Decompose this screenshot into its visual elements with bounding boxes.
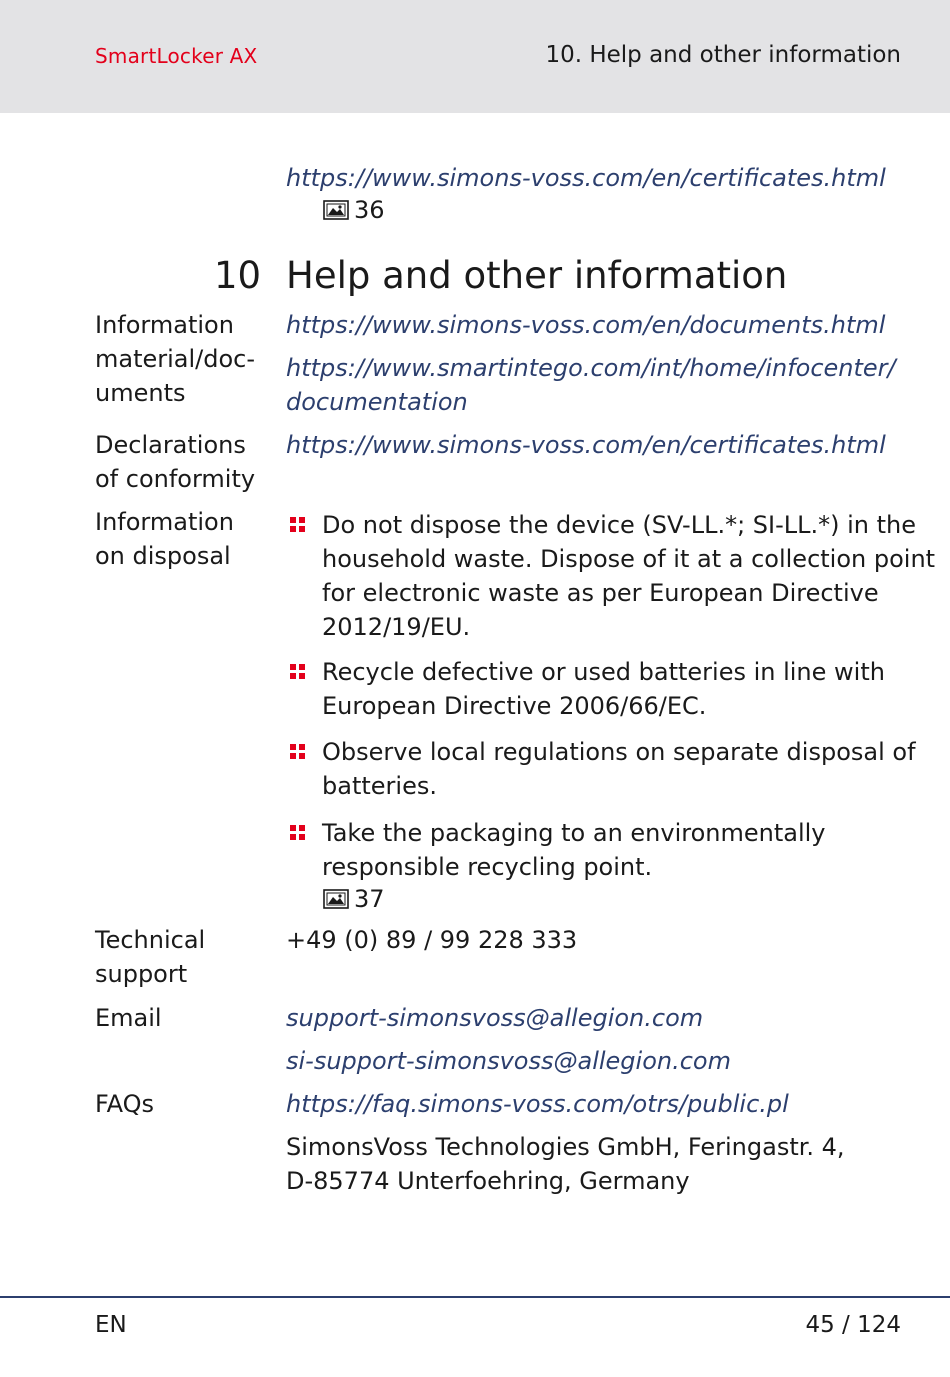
text-line: batteries. (322, 772, 437, 800)
label-line: Information (95, 508, 234, 536)
label-line: uments (95, 379, 186, 407)
faq-link[interactable]: https://faq.simons-voss.com/otrs/public.pl (286, 1090, 789, 1118)
label-line: material/doc- (95, 345, 256, 373)
link-line[interactable]: documentation (286, 388, 468, 416)
bullet-squares-icon (290, 825, 306, 841)
bullet-squares-icon (290, 517, 306, 533)
bullet-text (322, 655, 885, 723)
si-support-email-link[interactable]: si-support-simonsvoss@allegion.com (286, 1047, 731, 1075)
text-line: Do not dispose the device (SV-LL.*; SI-LL.*) in the (322, 511, 917, 539)
info-material-label (95, 308, 255, 410)
text-line: Observe local regulations on separate disposal of (322, 738, 916, 766)
bullet-text (322, 735, 916, 803)
label-line: Information (95, 311, 234, 339)
text-line: household waste. Dispose of it at a collection point (322, 545, 936, 573)
support-label (95, 923, 205, 991)
footer-language: EN (95, 1312, 127, 1338)
header-chapter-ref: 10. Help and other information (545, 42, 901, 68)
conformity-label (95, 428, 255, 496)
label-line: Declarations (95, 431, 246, 459)
disposal-label (95, 505, 234, 573)
bullet-text (322, 816, 826, 884)
label-line: Technical (95, 926, 206, 954)
address-line: SimonsVoss Technologies GmbH, Feringastr. 4, (286, 1133, 845, 1161)
page-header (0, 0, 950, 113)
faqs-label: FAQs (95, 1090, 154, 1118)
image-icon (323, 889, 349, 909)
certificates-link-top[interactable]: https://www.simons-voss.com/en/certificates.html (286, 164, 886, 192)
documents-link[interactable]: https://www.simons-voss.com/en/documents.html (286, 311, 886, 339)
text-line: Recycle defective or used batteries in line with (322, 658, 885, 686)
figure-ref-number: 36 (354, 196, 385, 224)
support-phone: +49 (0) 89 / 99 228 333 (286, 926, 578, 954)
company-address (286, 1130, 845, 1198)
brand-name: SmartLocker AX (95, 44, 258, 68)
footer-divider (0, 1296, 950, 1298)
text-line: European Directive 2006/66/EC. (322, 692, 707, 720)
link-line[interactable]: https://www.smartintego.com/int/home/infocenter/ (286, 354, 896, 382)
support-email-link[interactable]: support-simonsvoss@allegion.com (286, 1004, 704, 1032)
bullet-squares-icon (290, 744, 306, 760)
text-line: for electronic waste as per European Directive (322, 579, 879, 607)
certificates-link[interactable]: https://www.simons-voss.com/en/certificates.html (286, 431, 886, 459)
email-label: Email (95, 1004, 162, 1032)
address-line: D-85774 Unterfoehring, Germany (286, 1167, 690, 1195)
chapter-number: 10 (214, 254, 262, 297)
page-number: 45 / 124 (805, 1312, 901, 1338)
text-line: responsible recycling point. (322, 853, 653, 881)
figure-ref-number: 37 (354, 885, 385, 913)
figure-ref-37 (323, 884, 385, 914)
bullet-squares-icon (290, 664, 306, 680)
figure-ref-36 (323, 195, 385, 225)
label-line: of conformity (95, 465, 256, 493)
infocenter-link[interactable] (286, 351, 896, 419)
text-line: Take the packaging to an environmentally (322, 819, 826, 847)
label-line: support (95, 960, 188, 988)
image-icon (323, 200, 349, 220)
chapter-title: Help and other information (286, 254, 788, 297)
bullet-text (322, 508, 935, 644)
text-line: 2012/19/EU. (322, 613, 471, 641)
label-line: on disposal (95, 542, 231, 570)
